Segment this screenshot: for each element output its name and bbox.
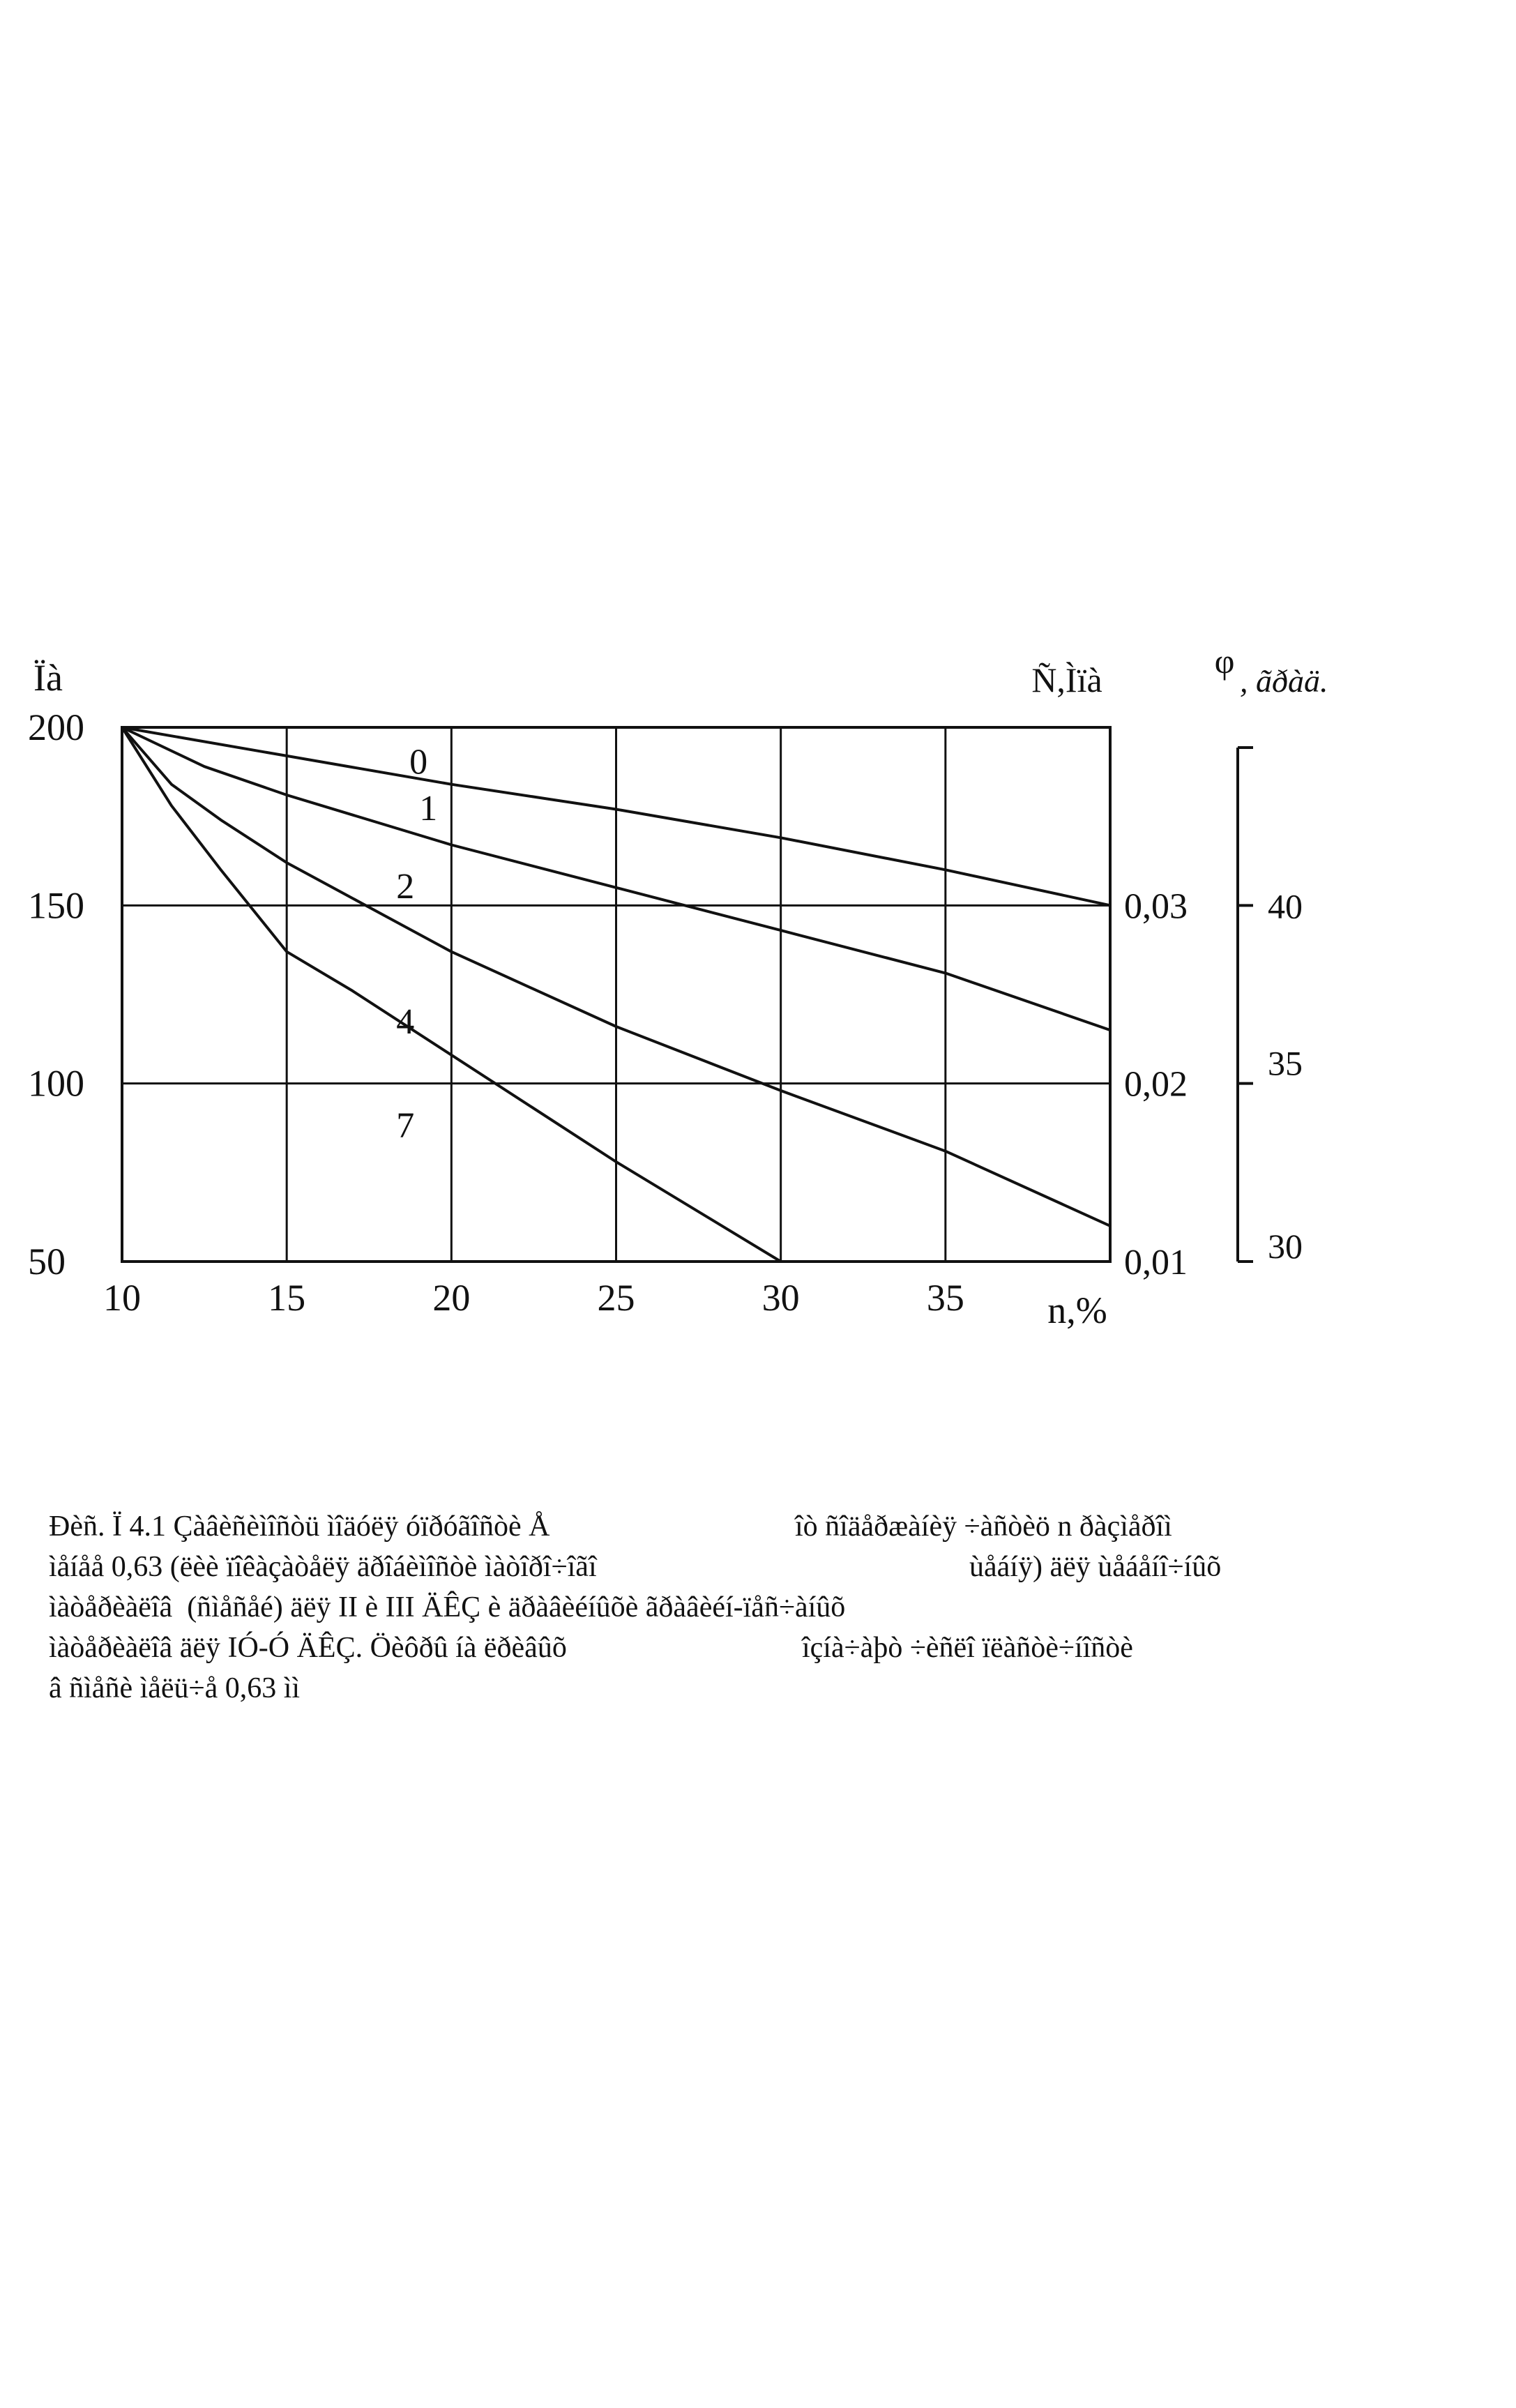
- y-tick-label-outer-right: 40: [1268, 886, 1303, 926]
- figure-caption: [49, 1506, 1471, 1709]
- x-axis-unit-label: n,%: [1047, 1289, 1107, 1331]
- series-label-4: 4: [396, 1002, 415, 1043]
- caption-text-right: îçíà÷àþò ÷èñëî ïëàñòè÷íîñòè: [802, 1632, 1133, 1664]
- caption-text-left: ìàòåðèàëîâ (ñìåñåé) äëÿ II è III ÄÊÇ è äðàâèéíûõè ãðàâèéí-ïåñ÷àíûõ: [49, 1591, 846, 1623]
- x-tick-label: 25: [597, 1277, 635, 1319]
- right-scale: [1238, 748, 1253, 1262]
- caption-text-left: â ñìåñè ìåëü÷å 0,63 ìì: [49, 1672, 301, 1704]
- y-tick-label-outer-right: 30: [1268, 1227, 1303, 1266]
- caption-line: [49, 1547, 1471, 1587]
- y-tick-label-left: 150: [28, 884, 84, 927]
- series-label-2: 2: [396, 867, 415, 907]
- y-tick-label-inner-right: 0,03: [1124, 886, 1188, 927]
- y-tick-label-left: 200: [28, 706, 84, 748]
- x-tick-label: 15: [268, 1277, 306, 1319]
- caption-text-right: îò ñîäåðæàíèÿ ÷àñòèö n ðàçìåðîì: [795, 1510, 1172, 1543]
- y-tick-label-left: 100: [28, 1062, 84, 1105]
- series-label-7: 7: [396, 1105, 415, 1146]
- caption-text-left: Ðèñ. Ï 4.1 Çàâèñèìîñòü ìîäóëÿ óïðóãîñòè Å: [49, 1510, 550, 1543]
- chart-grid: [122, 727, 1110, 1262]
- y-tick-label-inner-right: 0,01: [1124, 1243, 1188, 1282]
- x-tick-label: 30: [761, 1277, 800, 1319]
- x-tick-label: 35: [926, 1277, 964, 1319]
- y-axis-title-inner-right: Ñ,Ìïà: [1031, 660, 1102, 699]
- caption-line: [49, 1628, 1471, 1668]
- y-axis-unit-outer-right: , ãðàä.: [1240, 663, 1328, 699]
- x-tick-label: 20: [432, 1277, 471, 1319]
- y-axis-title-left: Ïà: [33, 657, 63, 699]
- series-label-0: 0: [409, 742, 428, 782]
- y-axis-symbol-outer-right: φ: [1214, 642, 1235, 681]
- y-tick-label-outer-right: 35: [1268, 1043, 1303, 1083]
- caption-text-left: ìàòåðèàëîâ äëÿ IÓ-Ó ÄÊÇ. Öèôðû íà ëðèâûõ: [49, 1632, 567, 1664]
- x-tick-label: 10: [103, 1277, 141, 1319]
- y-tick-label-inner-right: 0,02: [1124, 1064, 1188, 1105]
- caption-line: [49, 1668, 1471, 1709]
- y-tick-label-left: 50: [28, 1241, 66, 1282]
- series-label-1: 1: [419, 788, 438, 828]
- caption-text-right: ùåáíÿ) äëÿ ùåáåíî÷íûõ: [969, 1551, 1222, 1583]
- caption-text-left: ìåíåå 0,63 (ëèè ïîêàçàòåëÿ äðîáèìîñòè ìàòîðî÷îãî: [49, 1551, 597, 1583]
- caption-line: [49, 1506, 1471, 1547]
- caption-line: [49, 1587, 1471, 1628]
